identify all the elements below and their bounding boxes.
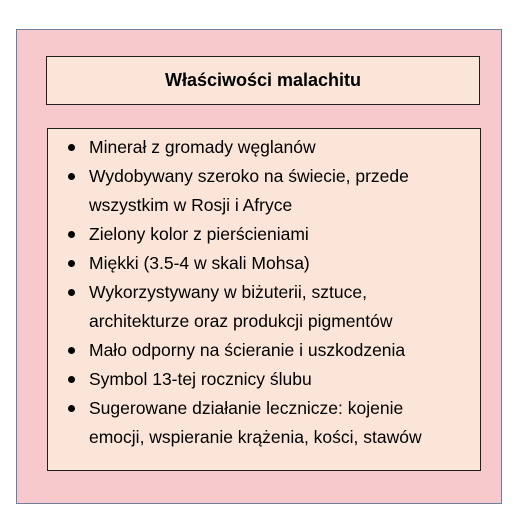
list-item bbox=[48, 220, 480, 249]
bullet-icon bbox=[68, 144, 75, 151]
list-item bbox=[48, 365, 480, 394]
list-item bbox=[48, 336, 480, 365]
item-line: Symbol 13-tej rocznicy ślubu bbox=[89, 369, 312, 389]
list-item bbox=[48, 249, 480, 278]
item-line: Sugerowane działanie lecznicze: kojenie bbox=[89, 398, 404, 418]
item-line: emocji, wspieranie krążenia, kości, stawów bbox=[89, 427, 422, 447]
item-line: Minerał z gromady węglanów bbox=[89, 137, 316, 157]
bullet-icon bbox=[68, 173, 75, 180]
title-box bbox=[46, 56, 480, 105]
list-item bbox=[48, 394, 480, 452]
item-line: Wykorzystywany w biżuterii, sztuce, bbox=[89, 282, 367, 302]
bullet-icon bbox=[68, 347, 75, 354]
item-line: Zielony kolor z pierścieniami bbox=[89, 224, 309, 244]
item-line: Miękki (3.5-4 w skali Mohsa) bbox=[89, 253, 310, 273]
list-item bbox=[48, 162, 480, 220]
bullet-icon bbox=[68, 376, 75, 383]
item-line: Mało odporny na ścieranie i uszkodzenia bbox=[89, 340, 406, 360]
bullet-icon bbox=[68, 405, 75, 412]
bullet-icon bbox=[68, 231, 75, 238]
list-item bbox=[48, 133, 480, 162]
item-line: architekturze oraz produkcji pigmentów bbox=[89, 311, 393, 331]
bullet-icon bbox=[68, 289, 75, 296]
diagram-title: Właściwości malachitu bbox=[164, 70, 362, 90]
item-line: Wydobywany szeroko na świecie, przede bbox=[89, 166, 409, 186]
item-line: wszystkim w Rosji i Afryce bbox=[89, 195, 293, 215]
properties-list bbox=[48, 129, 480, 452]
bullet-icon bbox=[68, 260, 75, 267]
list-item bbox=[48, 278, 480, 336]
outer-panel bbox=[16, 29, 502, 504]
properties-box bbox=[47, 128, 481, 471]
